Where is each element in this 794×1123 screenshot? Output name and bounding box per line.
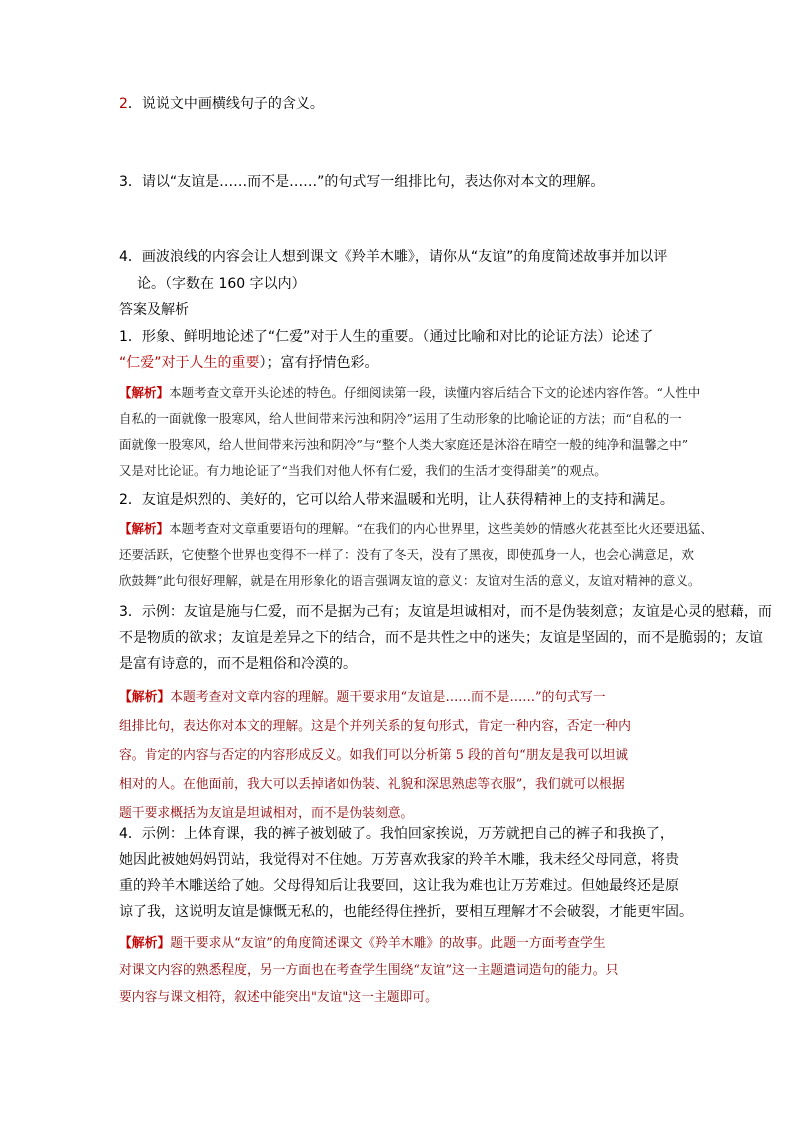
analysis-4-line-3: 要内容与课文相符，叙述中能突出"友谊"这一主题即可。: [119, 990, 438, 1005]
analysis-3-text-1: 本题考查对文章内容的理解。题干要求用“友谊是……而不是……”的句式写一: [170, 690, 606, 705]
analysis-1-line-1: [119, 380, 701, 406]
answers-title: 答案及解析: [119, 302, 189, 318]
answer-3-line-2: 不是物质的欲求；友谊是差异之下的结合，而不是共性之中的迷失；友谊是坚固的，而不是脆弱的；友谊: [119, 630, 763, 646]
analysis-3-line-3: 容。肯定的内容与否定的内容形成反义。如我们可以分析第 5 段的首句“朋友是我可以坦诚: [119, 748, 629, 763]
analysis-2-line-2: 还要活跃，它使整个世界也变得不一样了：没有了冬天，没有了黑夜，即使孤身一人，也会心满意足，欢: [119, 547, 695, 562]
analysis-2-line-1: [119, 516, 713, 542]
answer-3: [119, 599, 772, 677]
analysis-label: 【解析】: [119, 521, 170, 536]
question-4-line-1: 4．画波浪线的内容会让人想到课文《羚羊木雕》，请你从“友谊”的角度简述故事并加以评: [119, 249, 668, 265]
answer-1-line-2: [119, 352, 679, 374]
question-4-line-2: 论。（字数在 160 字以内）: [137, 276, 306, 292]
answer-3-line-1: 3．示例：友谊是施与仁爱，而不是据为己有；友谊是坦诚相对，而不是伪装刻意；友谊是心灵的慰藉，而: [119, 604, 772, 620]
analysis-3-line-2: 组排比句，表达你对本文的理解。这是个并列关系的复句形式，肯定一种内容，否定一种内: [119, 719, 631, 734]
analysis-label: 【解析】: [119, 936, 171, 951]
analysis-1: [119, 380, 701, 484]
analysis-1-line-2: 自私的一面就像一股寒风，给人世间带来污浊和阴冷”运用了生动形象的比喻论证的方法；而“自私的一: [119, 411, 682, 426]
question-3: 3．请以“友谊是……而不是……”的句式写一组排比句，表达你对本文的理解。: [119, 174, 605, 190]
question-2: [119, 93, 679, 115]
analysis-4-line-2: 对课文内容的熟悉程度，另一方面也在考查学生围绕“友谊”这一主题遣词造句的能力。只: [119, 963, 619, 978]
analysis-3-line-1: [119, 683, 679, 712]
analysis-2-text-1: 本题考查对文章重要语句的理解。“在我们的内心世界里，这些美妙的情感火花甚至比火还要迅猛、: [169, 521, 713, 536]
answer-2: 2．友谊是炽烈的、美好的，它可以给人带来温暖和光明，让人获得精神上的支持和满足。: [119, 492, 674, 508]
analysis-label: 【解析】: [119, 385, 170, 400]
answer-4-line-2: 她因此被她妈妈罚站，我觉得对不住她。万芳喜欢我家的羚羊木雕，我未经父母同意，将贵: [119, 852, 679, 868]
answer-1-rest: ）；富有抒情色彩。: [259, 355, 379, 371]
answer-4-line-3: 重的羚羊木雕送给了她。父母得知后让我要回，这让我为难也让万芳难过。但她最终还是原: [119, 878, 679, 894]
analysis-1-text-1: 本题考查文章开头论述的特色。仔细阅读第一段，读懂内容后结合下文的论述内容作答。“人性中: [169, 385, 701, 400]
answer-1-line-1: 1．形象、鲜明地论述了“仁爱”对于人生的重要。（通过比喻和对比的论证方法）论述了: [119, 329, 654, 345]
analysis-1-line-4: 又是对比论证。有力地论证了“当我们对他人怀有仁爱，我们的生活才变得甜美”的观点。: [119, 463, 607, 478]
analysis-4: [119, 930, 679, 1011]
analysis-label: 【解析】: [119, 690, 171, 705]
question-number: 2: [119, 96, 128, 112]
answer-4: [119, 821, 693, 925]
answer-1-highlight: “仁爱”对于人生的重要: [119, 355, 260, 371]
question-2-body: ．说说文中画横线句子的含义。: [127, 96, 324, 112]
analysis-2-line-3: 欣鼓舞”此句很好理解，就是在用形象化的语言强调友谊的意义：友谊对生活的意义，友谊对精神的意义。: [119, 573, 701, 588]
analysis-3-line-4: 相对的人。在他面前，我大可以丢掉诸如伪装、礼貌和深思熟虑等衣服”，我们就可以根据: [119, 777, 625, 792]
analysis-1-line-3: 面就像一股寒风，给人世间带来污浊和阴冷”与“整个人类大家庭还是沐浴在晴空一般的纯净和温馨之中”: [119, 437, 689, 452]
answer-3-line-3: 是富有诗意的，而不是粗俗和冷漠的。: [119, 656, 357, 672]
analysis-3: [119, 683, 679, 828]
analysis-4-text-1: 题干要求从“友谊”的角度简述课文《羚羊木雕》的故事。此题一方面考查学生: [170, 936, 606, 951]
answer-4-line-4: 谅了我，这说明友谊是慷慨无私的，也能经得住挫折，要相互理解才不会破裂，才能更牢固。: [119, 904, 693, 920]
analysis-2: [119, 516, 713, 594]
analysis-4-line-1: [119, 930, 679, 957]
analysis-3-line-5: 题干要求概括为友谊是坦诚相对，而不是伪装刻意。: [119, 806, 414, 821]
answer-4-line-1: 4．示例：上体育课，我的裤子被划破了。我怕回家挨说，万芳就把自己的裤子和我换了，: [119, 826, 674, 842]
